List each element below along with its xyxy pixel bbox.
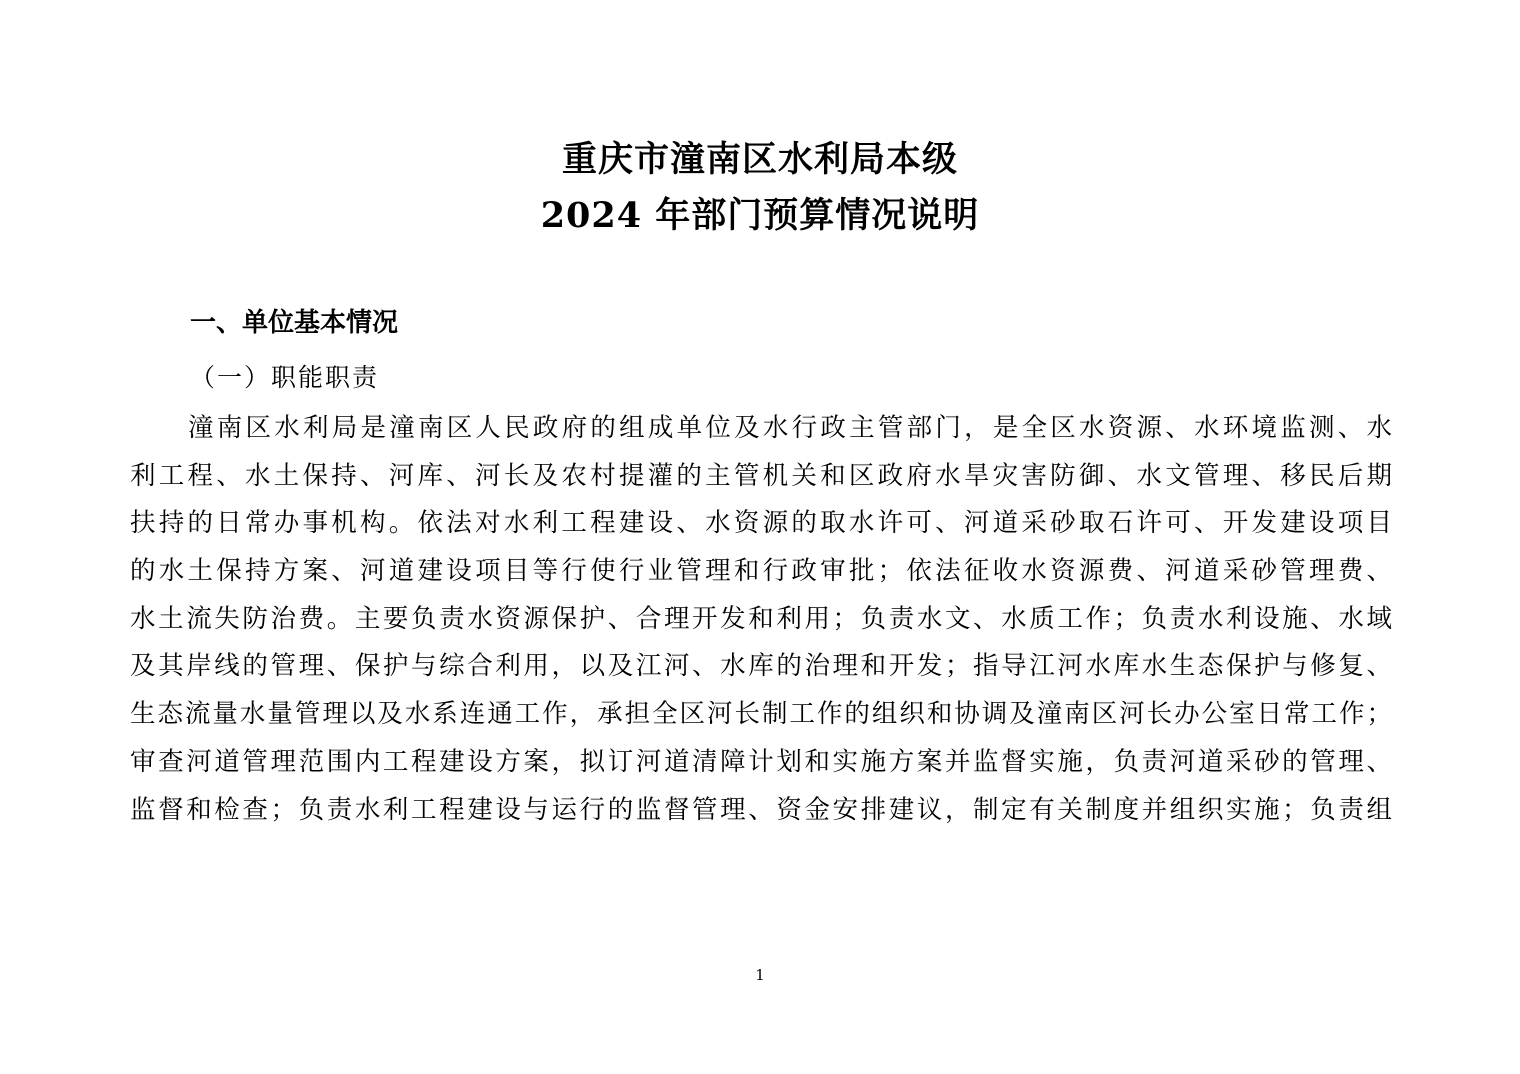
body-line: 及其岸线的管理、保护与综合利用，以及江河、水库的治理和开发；指导江河水库水生态保护与修复、 (130, 651, 1392, 682)
body-line: 水土流失防治费。主要负责水资源保护、合理开发和利用；负责水文、水质工作；负责水利设施、水域 (130, 603, 1392, 634)
body-line: 的水土保持方案、河道建设项目等行使行业管理和行政审批；依法征收水资源费、河道采砂管理费、 (130, 556, 1392, 587)
body-line: 生态流量水量管理以及水系连通工作，承担全区河长制工作的组织和协调及潼南区河长办公室日常工作； (130, 699, 1392, 730)
body-line: 审查河道管理范围内工程建设方案，拟订河道清障计划和实施方案并监督实施，负责河道采砂的管理、 (130, 746, 1392, 777)
body-line: 扶持的日常办事机构。依法对水利工程建设、水资源的取水许可、河道采砂取石许可、开发建设项目 (130, 508, 1392, 539)
section-heading: 一、单位基本情况 (190, 308, 399, 338)
sub-heading: （一）职能职责 (190, 363, 380, 392)
title-line-2: 2024 年部门预算情况说明 (540, 195, 980, 236)
body-paragraph (130, 405, 1392, 834)
document-title (0, 132, 1520, 244)
body-line: 潼南区水利局是潼南区人民政府的组成单位及水行政主管部门，是全区水资源、水环境监测、水 (188, 413, 1392, 443)
body-line: 利工程、水土保持、河库、河长及农村提灌的主管机关和区政府水旱灾害防御、水文管理、移民后期 (130, 460, 1392, 491)
body-line: 监督和检查；负责水利工程建设与运行的监督管理、资金安排建议，制定有关制度并组织实施；负责组 (130, 794, 1392, 825)
title-line-1: 重庆市潼南区水利局本级 (561, 139, 958, 180)
page-number: 1 (755, 966, 765, 984)
